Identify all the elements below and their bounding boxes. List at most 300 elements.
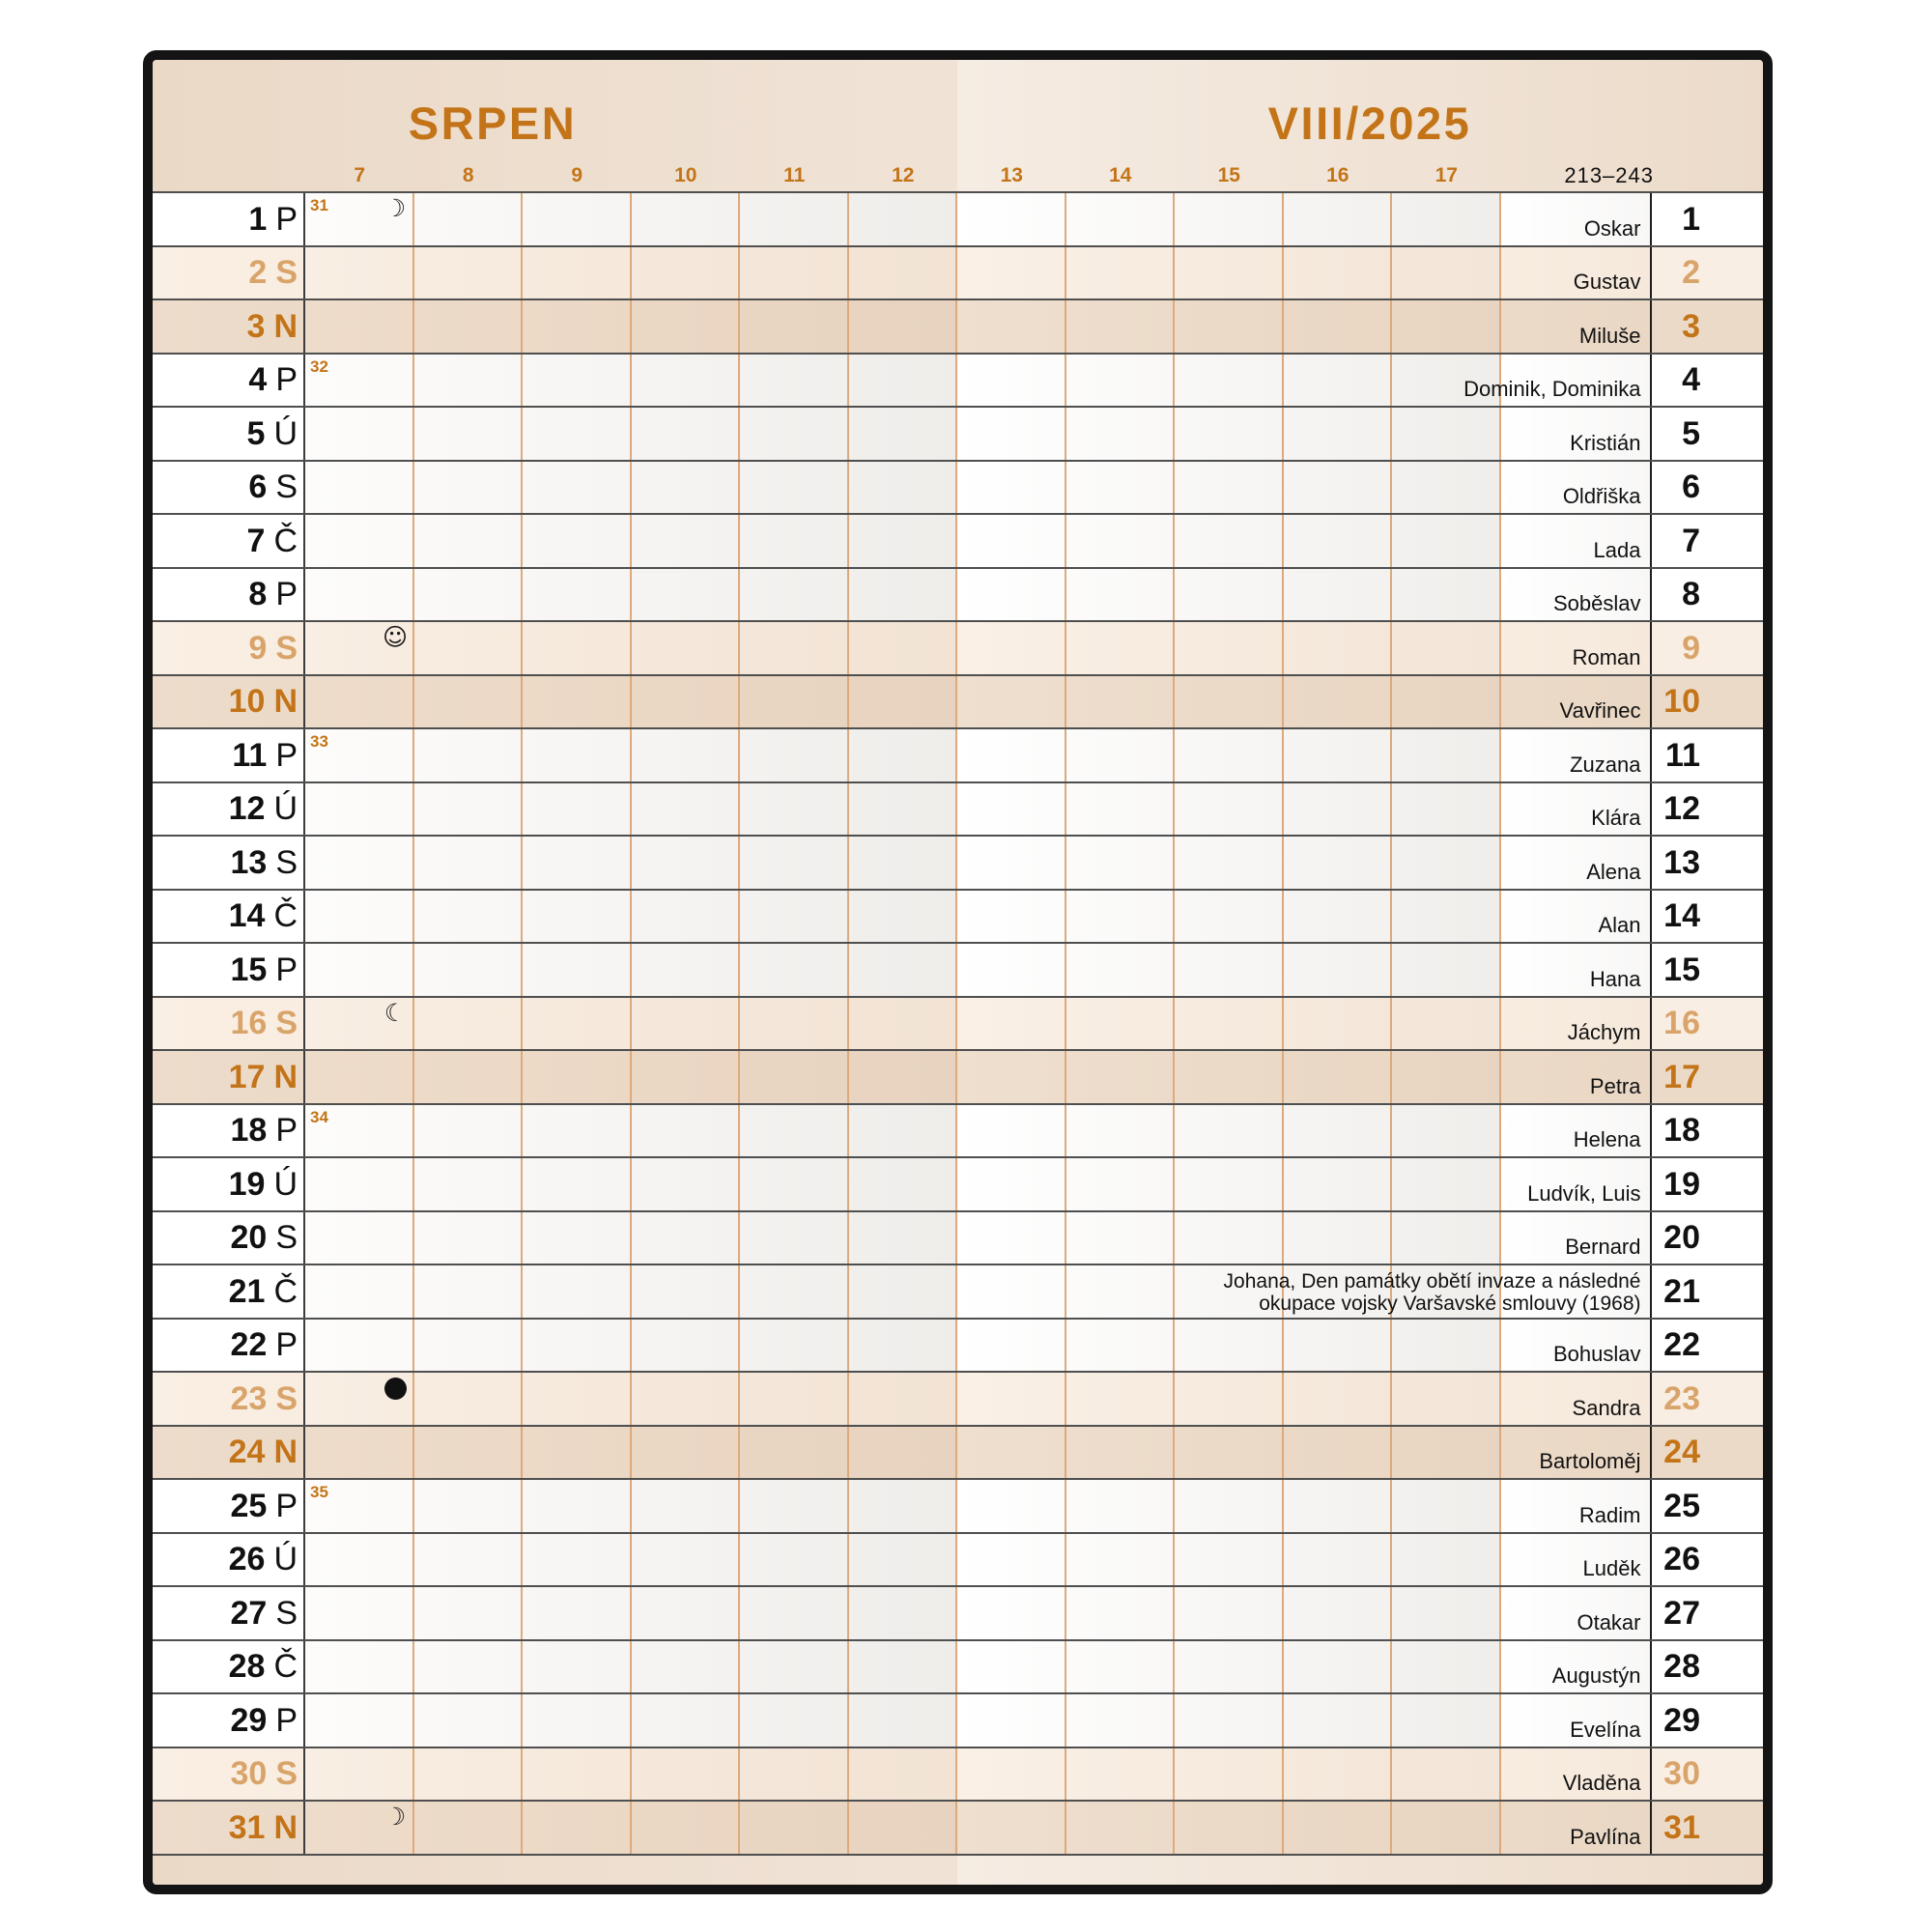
day-cell: [153, 1694, 305, 1747]
day-label: [248, 360, 298, 399]
day-label: [229, 789, 298, 828]
hour-slot: [1392, 944, 1501, 996]
hour-slot: [414, 1051, 524, 1103]
hour-slot: [1066, 193, 1176, 245]
day-number-right: 4: [1682, 361, 1700, 399]
day-label: [229, 1540, 298, 1578]
name-day-label: Kristián: [1570, 430, 1641, 455]
hour-slot: [1392, 569, 1501, 621]
name-day-cell: [1501, 729, 1652, 781]
hour-slot: [740, 1587, 849, 1639]
hour-slot: [1175, 1105, 1284, 1157]
hour-slot: [1066, 1802, 1176, 1854]
hour-slot: [523, 462, 632, 514]
hour-slot: [1284, 1748, 1393, 1801]
name-day-label: Bartoloměj: [1539, 1449, 1641, 1473]
hour-slot: [740, 462, 849, 514]
day-row: [153, 1478, 1763, 1532]
day-row: [153, 1318, 1763, 1372]
hour-slot: [849, 1534, 958, 1586]
day-number: 1: [248, 200, 268, 238]
hour-slot: [849, 1320, 958, 1372]
hour-slot: [849, 408, 958, 460]
day-cell: [153, 1748, 305, 1801]
hour-slot: [849, 193, 958, 245]
week-number: 34: [310, 1107, 328, 1126]
day-number-right: 6: [1682, 469, 1700, 506]
weekday-letter: P: [275, 951, 298, 988]
weekday-letter: N: [273, 1058, 298, 1095]
hour-slot: [957, 891, 1066, 943]
day-number-cell: [1652, 1694, 1764, 1747]
hour-slot: [305, 1320, 414, 1372]
name-day-line: Johana, Den památky obětí invaze a následné: [1223, 1269, 1641, 1293]
hour-slot: [523, 1427, 632, 1479]
hour-slot: [849, 515, 958, 567]
name-day-label: Bernard: [1565, 1235, 1641, 1259]
name-day-cell: [1501, 193, 1652, 245]
day-row: [153, 1585, 1763, 1639]
hour-slot: [957, 462, 1066, 514]
hour-slot: [957, 1105, 1066, 1157]
hour-slot: [1392, 1158, 1501, 1210]
hour-slot: [1175, 891, 1284, 943]
hour-label: 7: [354, 164, 366, 186]
hour-slot: [957, 1694, 1066, 1747]
week-number: 32: [310, 356, 328, 376]
hour-slot: [1284, 622, 1393, 674]
hour-slot: [1175, 1320, 1284, 1372]
hour-slot: [305, 1265, 414, 1318]
weekday-letter: P: [275, 1701, 298, 1739]
hour-slot: [740, 1427, 849, 1479]
day-rows: [153, 191, 1763, 1854]
day-number-cell: [1652, 944, 1764, 996]
name-day-label: Helena: [1573, 1127, 1641, 1151]
day-row: [153, 727, 1763, 781]
hour-slot: [1066, 408, 1176, 460]
day-label: [248, 468, 298, 506]
hour-slot: [632, 891, 741, 943]
name-day-label: Alan: [1598, 913, 1641, 937]
day-cell: [153, 1320, 305, 1372]
hour-slot: [1175, 837, 1284, 889]
hour-slot: [957, 300, 1066, 353]
hour-slot: [305, 1802, 414, 1854]
name-day-label: Roman: [1572, 644, 1641, 669]
name-day-cell: [1501, 1212, 1652, 1264]
day-number-right: 28: [1663, 1648, 1700, 1686]
hour-label: 9: [571, 164, 583, 186]
day-number-cell: [1652, 1212, 1764, 1264]
day-cell: [153, 300, 305, 353]
day-number-cell: [1652, 1105, 1764, 1157]
hour-slot: [632, 1802, 741, 1854]
name-day-label: Ludvík, Luis: [1527, 1180, 1641, 1206]
day-number-cell: [1652, 1373, 1764, 1425]
day-cell: [153, 783, 305, 836]
day-row: [153, 298, 1763, 353]
hour-slot: [632, 1051, 741, 1103]
hour-slot: [523, 676, 632, 728]
hour-slot: [414, 1212, 524, 1264]
weekday-letter: Č: [273, 897, 298, 935]
name-day-cell: [1501, 676, 1652, 728]
hour-slot: [849, 1373, 958, 1425]
hour-slot: [414, 622, 524, 674]
weekday-letter: P: [275, 200, 298, 238]
hour-slot: [849, 355, 958, 407]
name-day-label: Oldřiška: [1562, 484, 1641, 508]
day-number-right: 19: [1663, 1165, 1700, 1203]
hour-slot: [849, 676, 958, 728]
day-number-cell: [1652, 837, 1764, 889]
hour-slot: [305, 891, 414, 943]
hour-slot: [305, 1480, 414, 1532]
hour-slot: [1284, 891, 1393, 943]
hour-slot: [1284, 1158, 1393, 1210]
name-day-cell: [1501, 1480, 1652, 1532]
hour-slot: [1175, 1587, 1284, 1639]
day-number: 27: [230, 1594, 268, 1632]
hour-slot: [305, 1158, 414, 1210]
hour-slot: [1066, 1158, 1176, 1210]
day-cell: [153, 729, 305, 781]
day-number-cell: [1652, 1158, 1764, 1210]
hour-slot: [740, 891, 849, 943]
name-day-label: Vladěna: [1562, 1771, 1641, 1795]
hour-slot: [632, 837, 741, 889]
hour-slot: [523, 193, 632, 245]
name-day-label: Evelína: [1570, 1717, 1641, 1742]
hour-slot: [523, 408, 632, 460]
hour-label: 10: [674, 164, 697, 186]
hour-slot: [523, 1802, 632, 1854]
hour-slot: [1392, 1587, 1501, 1639]
weekday-letter: S: [275, 1379, 298, 1417]
weekday-letter: S: [275, 254, 298, 292]
weekday-letter: S: [275, 1219, 298, 1257]
hour-slot: [1284, 1802, 1393, 1854]
day-number-right: 5: [1682, 414, 1700, 452]
hour-slot: [1392, 676, 1501, 728]
name-day-label: Klára: [1591, 806, 1641, 830]
hour-slot: [632, 408, 741, 460]
day-number-cell: [1652, 247, 1764, 299]
day-number-cell: [1652, 1427, 1764, 1479]
name-day-cell: [1501, 1427, 1652, 1479]
hour-slot: [523, 1694, 632, 1747]
day-number-right: 14: [1663, 897, 1700, 935]
hour-slot: [632, 1748, 741, 1801]
hour-slot: [305, 676, 414, 728]
day-label: [247, 307, 298, 346]
name-day-cell: [1501, 1534, 1652, 1586]
day-cell: [153, 247, 305, 299]
hour-slot: [414, 676, 524, 728]
hour-slot: [414, 462, 524, 514]
last-quarter-moon-icon: ☾: [384, 998, 407, 1027]
name-day-label: Lada: [1593, 537, 1641, 562]
name-day-label: Gustav: [1573, 270, 1641, 294]
hour-label: 13: [1000, 164, 1023, 186]
day-row: [153, 1532, 1763, 1586]
hour-slot: [1066, 1534, 1176, 1586]
hour-slot: [849, 891, 958, 943]
name-day-label: Radim: [1578, 1502, 1641, 1527]
day-label: [230, 951, 298, 989]
hour-slot: [523, 783, 632, 836]
name-day-label: Oskar: [1583, 215, 1641, 241]
name-day-cell: [1501, 891, 1652, 943]
weekday-letter: Č: [273, 1648, 298, 1686]
hour-slot: [740, 1694, 849, 1747]
hour-slot: [414, 1587, 524, 1639]
hour-slot: [957, 837, 1066, 889]
hour-slot: [740, 408, 849, 460]
weekday-letter: N: [273, 307, 298, 345]
hour-slot: [1066, 355, 1176, 407]
hour-slot: [523, 891, 632, 943]
hour-slot: [1392, 1105, 1501, 1157]
hour-slot: [305, 462, 414, 514]
hour-slot: [414, 1534, 524, 1586]
hour-slot: [414, 1265, 524, 1318]
hour-slot: [1066, 944, 1176, 996]
day-number-right: 21: [1663, 1272, 1700, 1310]
weekday-letter: P: [275, 576, 298, 613]
hour-slot: [1392, 1212, 1501, 1264]
day-cell: [153, 1427, 305, 1479]
hour-slot: [1392, 462, 1501, 514]
day-number: 15: [230, 951, 268, 988]
day-label: [230, 1754, 298, 1793]
day-number-right: 26: [1663, 1541, 1700, 1578]
name-day-cell: [1501, 1373, 1652, 1425]
day-number-right: 30: [1663, 1755, 1700, 1793]
hour-slot: [632, 1320, 741, 1372]
day-row: [153, 889, 1763, 943]
hour-slot: [414, 515, 524, 567]
hour-slot: [957, 193, 1066, 245]
day-label: [229, 896, 298, 935]
hour-slot: [1392, 1427, 1501, 1479]
day-number: 25: [230, 1487, 268, 1524]
weekday-letter: S: [275, 1755, 298, 1793]
hour-slot: [1175, 1534, 1284, 1586]
hour-slot: [1284, 783, 1393, 836]
day-row: [153, 835, 1763, 889]
day-number-right: 22: [1663, 1326, 1700, 1364]
hour-slot: [1284, 193, 1393, 245]
hour-slot: [740, 1641, 849, 1693]
name-day-cell: [1501, 837, 1652, 889]
hour-slot: [740, 1534, 849, 1586]
day-row: [153, 406, 1763, 460]
day-row: [153, 460, 1763, 514]
name-day-cell: [1501, 998, 1652, 1050]
day-number-cell: [1652, 1802, 1764, 1854]
day-cell: [153, 622, 305, 674]
day-number: 10: [228, 683, 266, 721]
hour-slot: [957, 944, 1066, 996]
day-cell: [153, 1480, 305, 1532]
hour-slot: [1066, 515, 1176, 567]
hour-slot: [414, 569, 524, 621]
name-day-label: Pavlína: [1570, 1824, 1641, 1849]
day-number-right: 12: [1663, 790, 1700, 828]
hour-slot: [414, 1641, 524, 1693]
hour-slot: [1392, 729, 1501, 781]
hour-slot: [957, 355, 1066, 407]
day-number-cell: [1652, 622, 1764, 674]
day-number-right: 15: [1663, 951, 1700, 988]
hour-slot: [957, 515, 1066, 567]
hour-slot: [1284, 515, 1393, 567]
day-number-cell: [1652, 569, 1764, 621]
day-number-right: 13: [1663, 843, 1700, 881]
hour-slot: [1175, 1802, 1284, 1854]
name-day-cell: [1501, 944, 1652, 996]
day-number-right: 8: [1682, 576, 1700, 613]
hour-slot: [1392, 193, 1501, 245]
hour-slot: [414, 1158, 524, 1210]
day-number-cell: [1652, 891, 1764, 943]
calendar-page: [143, 50, 1773, 1894]
name-day-cell: [1501, 1587, 1652, 1639]
hour-slot: [305, 193, 414, 245]
day-number-cell: [1652, 1641, 1764, 1693]
day-cell: [153, 837, 305, 889]
hour-slot: [1066, 837, 1176, 889]
hour-slot: [957, 1427, 1066, 1479]
hour-slot: [957, 729, 1066, 781]
hour-slot: [1066, 676, 1176, 728]
day-label: [248, 200, 298, 239]
hour-slot: [523, 1373, 632, 1425]
day-cell: [153, 1373, 305, 1425]
day-row: [153, 996, 1763, 1050]
hour-slot: [1175, 944, 1284, 996]
name-day-cell: [1501, 783, 1652, 836]
hour-slot: [305, 300, 414, 353]
name-day-label: Petra: [1589, 1073, 1641, 1098]
hour-slot: [1284, 1427, 1393, 1479]
hour-slot: [1175, 1427, 1284, 1479]
day-number: 6: [248, 469, 268, 506]
new-moon-icon: [384, 1378, 407, 1400]
hour-slot: [849, 247, 958, 299]
hour-slot: [1392, 891, 1501, 943]
day-number-cell: [1652, 1587, 1764, 1639]
hour-slot: [740, 355, 849, 407]
hour-slot: [740, 837, 849, 889]
name-day-cell: [1501, 1694, 1652, 1747]
day-number: 2: [248, 254, 268, 292]
name-day-cell: [1501, 462, 1652, 514]
hour-slot: [1066, 1694, 1176, 1747]
hour-slot: [740, 515, 849, 567]
day-row: [153, 942, 1763, 996]
day-cell: [153, 1587, 305, 1639]
hour-slot: [740, 998, 849, 1050]
hour-slot: [849, 837, 958, 889]
hour-slot: [849, 1051, 958, 1103]
day-number: 18: [230, 1112, 268, 1150]
hour-slot: [414, 1748, 524, 1801]
name-day-cell: [1501, 1158, 1652, 1210]
day-number-cell: [1652, 1748, 1764, 1801]
hour-slot: [740, 1158, 849, 1210]
day-number-right: 9: [1682, 629, 1700, 667]
hour-slot: [305, 729, 414, 781]
hour-slot: [957, 1320, 1066, 1372]
hour-slot: [305, 1641, 414, 1693]
week-number: 31: [310, 196, 328, 214]
day-number-cell: [1652, 998, 1764, 1050]
day-number-right: 31: [1663, 1808, 1700, 1846]
hour-slot: [1175, 1212, 1284, 1264]
hour-slot: [849, 1694, 958, 1747]
hour-slot: [632, 1587, 741, 1639]
hour-slot: [1284, 998, 1393, 1050]
day-cell: [153, 408, 305, 460]
hour-slot: [1066, 462, 1176, 514]
hour-slot: [1284, 1373, 1393, 1425]
hour-slot: [957, 1051, 1066, 1103]
hour-slot: [414, 944, 524, 996]
day-number-right: 11: [1665, 736, 1700, 774]
day-number: 20: [230, 1219, 268, 1257]
hour-slot: [1175, 1158, 1284, 1210]
name-day-label: Zuzana: [1570, 752, 1641, 777]
day-row: [153, 1049, 1763, 1103]
hour-slot: [414, 998, 524, 1050]
hour-slot: [632, 193, 741, 245]
name-day-cell: [1501, 300, 1652, 353]
hour-slot: [523, 1212, 632, 1264]
day-cell: [153, 1534, 305, 1586]
hour-slot: [305, 247, 414, 299]
month-year-code: VIII/2025: [1267, 98, 1472, 149]
hour-slot: [849, 1212, 958, 1264]
weekday-letter: P: [275, 1326, 298, 1364]
hour-slot: [1175, 1480, 1284, 1532]
day-number: 22: [230, 1326, 268, 1364]
hour-slot: [1284, 676, 1393, 728]
name-day-label: Dominik, Dominika: [1463, 377, 1641, 401]
day-label: [230, 1004, 298, 1042]
day-label: [230, 1218, 298, 1257]
hour-slot: [1066, 569, 1176, 621]
hour-slot: [1175, 193, 1284, 245]
name-day-label: Bohuslav: [1552, 1342, 1641, 1366]
day-number-cell: [1652, 300, 1764, 353]
hour-slot: [1066, 1373, 1176, 1425]
hour-slot: [1392, 515, 1501, 567]
hour-slot: [849, 462, 958, 514]
hour-slot: [1066, 1265, 1176, 1318]
hour-slot: [305, 408, 414, 460]
day-label: [229, 1808, 298, 1847]
hour-label: 12: [892, 164, 915, 186]
day-cell: [153, 1212, 305, 1264]
hour-slot: [632, 1212, 741, 1264]
weekday-letter: Č: [273, 1272, 298, 1310]
hour-slot: [1175, 1694, 1284, 1747]
hour-slot: [1066, 1051, 1176, 1103]
day-label: [232, 736, 298, 775]
